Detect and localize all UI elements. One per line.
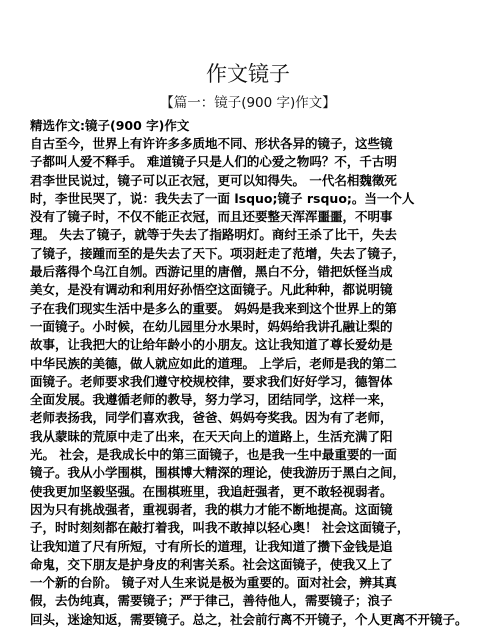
- article-line: 一面镜子。小时候，在幼儿园里分水果时，妈妈给我讲孔融让梨的: [30, 318, 393, 334]
- article-line: 因为只有挑战强者，重视弱者，我的棋力才能不断地提高。这面镜: [30, 501, 393, 517]
- article-line: 命鬼，交下朋友是护身皮的利害关系。社会这面镜子，使我又上了: [30, 556, 393, 572]
- article-line: 镜子。我从小学围棋，围棋博大精深的理论，使我游历于黑白之间，: [30, 465, 406, 481]
- article-body: [30, 135, 476, 629]
- article-line: 故事，让我把大的让给年龄小的小朋友。这让我知道了尊长爱幼是: [30, 337, 393, 353]
- article-line: 让我知道了尺有所短，寸有所长的道理，让我知道了攒下金钱是追: [30, 538, 393, 554]
- article-line: 没有了镜子时，不仅不能正衣冠，而且还要整天浑浑噩噩，不明事: [30, 209, 393, 225]
- page-title: 作文镜子: [206, 62, 290, 86]
- article-line: 理。 失去了镜子，就等于失去了指路明灯。商纣王杀了比干，失去: [30, 227, 397, 243]
- article-line: 自古至今，世界上有许许多多质地不同、形状各异的镜子，这些镜: [30, 136, 393, 151]
- article-line: 美女，是没有调动和利用好孙悟空这面镜子。凡此种种，都说明镜: [30, 282, 393, 298]
- article-line: 我从蒙昧的荒原中走了出来，在天天向上的道路上，生活充满了阳: [30, 428, 393, 444]
- article-line: 时，李世民哭了，说：我失去了一面 lsquo;镜子 rsquo;。当一个人: [30, 190, 415, 206]
- article-line: 子在我们现实生活中是多么的重要。 妈妈是我来到这个世界上的第: [30, 300, 397, 316]
- article-line: 全面发展。我遵循老师的教导，努力学习，团结同学，这样一来，: [30, 392, 393, 408]
- article-line: 假，去伪纯真，需要镜子；严于律己，善待他人，需要镜子；浪子: [30, 593, 393, 609]
- article-line: 最后落得个乌江自刎。西游记里的唐僧，黑白不分，错把妖怪当成: [30, 264, 393, 280]
- article-line: 使我更加坚毅坚强。在围棋班里，我追赶强者，更不敢轻视弱者。: [30, 483, 393, 499]
- article-line: 了镜子，接踵而至的是失去了天下。项羽赶走了范增，失去了镜子，: [30, 245, 406, 261]
- article-line: 老师表扬我，同学们喜欢我，爸爸、妈妈夸奖我。因为有了老师，: [30, 410, 393, 426]
- article-line: 君李世民说过，镜子可以正衣冠，更可以知得失。 一代名相魏徵死: [30, 172, 397, 188]
- article-line: 光。 社会，是我成长中的第三面镜子，也是我一生中最重要的一面: [30, 447, 397, 463]
- article-line: 回头，迷途知返，需要镜子。总之，社会前行离不开镜子，个人更离不开镜子。: [30, 611, 468, 627]
- page-subtitle: 【篇一：镜子(900 字)作文】: [160, 95, 336, 111]
- article-line: 面镜子。老师要求我们遵守校规校律，要求我们好好学习，德智体: [30, 373, 393, 389]
- article-line: 一个新的台阶。 镜子对人生来说是极为重要的。面对社会，辨其真: [30, 575, 397, 591]
- article-line: 中华民族的美德，做人就应如此的道理。 上学后，老师是我的第二: [30, 355, 397, 371]
- section-heading: 精选作文:镜子(900 字)作文: [30, 118, 190, 133]
- article-line: 子，时时刻刻都在敲打着我，叫我不敢掉以轻心奥！ 社会这面镜子，: [30, 520, 410, 536]
- article-line: 子都叫人爱不释手。 难道镜子只是人们的心爱之物吗？不，千古明: [30, 154, 397, 170]
